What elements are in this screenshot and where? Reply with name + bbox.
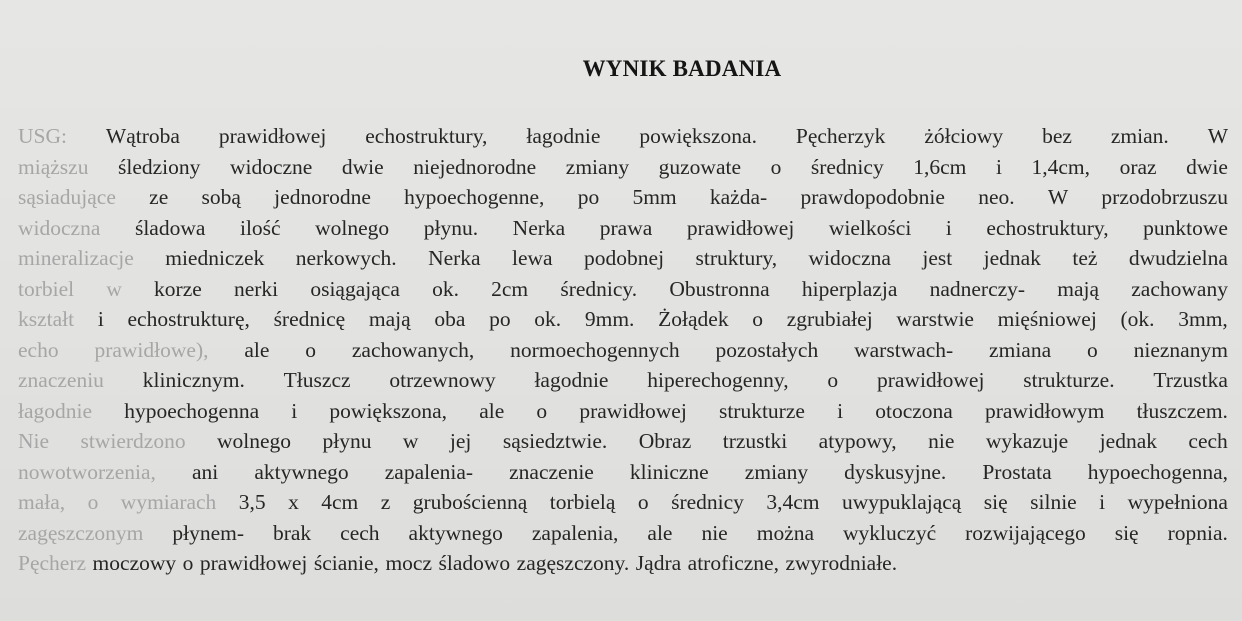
report-word: w: [402, 429, 419, 453]
report-word: zagęszczonym: [18, 520, 144, 545]
report-word: niejednorodne: [413, 154, 537, 179]
report-word: echostruktury,: [365, 124, 488, 148]
report-line: [18, 518, 1228, 549]
report-word: zgrubiałej: [786, 307, 873, 331]
report-word: dwudzielna: [1128, 246, 1228, 270]
report-word: widoczna: [808, 246, 891, 270]
report-word: x: [288, 490, 299, 514]
report-word: (ok.: [1120, 307, 1155, 331]
report-word: ale: [244, 337, 270, 362]
report-line: [18, 365, 1228, 396]
report-word: Pęcherz: [18, 551, 87, 575]
report-word: prawidłowe),: [94, 337, 209, 362]
report-word: uwypuklającą: [841, 490, 962, 514]
report-word: jednak: [1099, 429, 1157, 453]
report-word: o: [770, 154, 782, 179]
report-word: jednak: [983, 246, 1041, 270]
report-word: średnicę: [273, 307, 346, 331]
report-word: powiększona,: [329, 398, 448, 423]
report-word: Żołądek: [658, 307, 729, 331]
report-word: warstwach-: [854, 337, 954, 362]
report-word: ścianie,: [313, 551, 379, 575]
report-word: o: [637, 490, 649, 514]
report-word: Wątroba: [105, 124, 180, 148]
report-word: dwie: [341, 154, 384, 179]
report-word: nerki: [233, 276, 279, 301]
report-word: strukturze.: [1023, 368, 1115, 392]
report-word: 3mm,: [1178, 307, 1228, 331]
report-word: cech: [340, 520, 380, 545]
report-word: znaczenie: [509, 459, 594, 484]
report-word: 2cm: [491, 276, 529, 301]
report-word: ale: [647, 520, 673, 545]
report-word: Nerka: [428, 246, 481, 270]
report-word: echostrukturę,: [127, 307, 250, 331]
report-word: mięśniowej: [997, 307, 1097, 331]
report-word: miedniczek: [165, 246, 265, 270]
report-word: grubościenną: [412, 490, 528, 514]
report-word: się: [983, 490, 1008, 514]
report-word: torbiel: [18, 276, 75, 301]
report-word: zapalenia,: [531, 520, 619, 545]
report-word: łagodnie: [534, 368, 609, 392]
report-word: mała,: [18, 490, 66, 514]
report-word: prawidłowej: [876, 368, 985, 392]
report-word: można: [756, 520, 815, 545]
report-word: nie: [701, 520, 728, 545]
report-word: struktury,: [695, 246, 778, 270]
report-word: o: [87, 490, 99, 514]
report-word: prawidłowej: [686, 215, 795, 240]
report-word: nie: [928, 429, 955, 453]
report-word: po: [489, 307, 511, 331]
report-word: aktywnego: [254, 459, 349, 484]
report-word: wielkości: [828, 215, 912, 240]
report-line: [18, 182, 1228, 213]
report-word: 3,4cm: [766, 490, 820, 514]
report-word: dwie: [1186, 154, 1228, 179]
report-word: zmiany: [744, 459, 809, 484]
report-word: guzowate: [658, 154, 742, 179]
report-line: [18, 213, 1228, 244]
report-word: i: [97, 307, 104, 331]
report-word: brak: [272, 520, 312, 545]
report-word: prawdopodobnie: [800, 185, 945, 209]
report-word: podobnej: [584, 246, 665, 270]
report-word: łagodnie: [526, 124, 601, 148]
report-word: warstwie: [896, 307, 974, 331]
report-word: i: [1099, 490, 1106, 514]
report-word: prawidłowej: [199, 551, 308, 575]
report-word: zachowanych,: [351, 337, 475, 362]
report-word: korze: [154, 276, 202, 301]
report-word: 4cm: [321, 490, 359, 514]
report-word: ale: [479, 398, 505, 423]
report-word: zachowany: [1131, 276, 1228, 301]
report-word: mineralizacje: [18, 246, 134, 270]
report-word: aktywnego: [408, 520, 503, 545]
report-line: [18, 335, 1228, 366]
report-word: widoczne: [229, 154, 313, 179]
report-word: mocz: [385, 551, 432, 575]
report-word: jej: [449, 429, 472, 453]
report-word: oba: [434, 307, 466, 331]
report-word: płynem-: [172, 520, 244, 545]
report-word: atypowy,: [818, 429, 897, 453]
report-word: silnie: [1030, 490, 1077, 514]
report-word: bez: [1042, 124, 1072, 148]
report-word: Tłuszcz: [283, 368, 351, 392]
report-line: [18, 396, 1228, 427]
report-word: o: [1086, 337, 1098, 362]
report-word: sąsiedztwie.: [502, 429, 608, 453]
report-word: jednorodne: [274, 185, 371, 209]
report-word: 1,4cm,: [1031, 154, 1091, 179]
report-word: stwierdzono: [80, 429, 186, 453]
report-line: [18, 121, 1228, 152]
report-word: otoczona: [875, 398, 953, 423]
report-word: płynu: [322, 429, 372, 453]
report-word: z: [380, 490, 391, 514]
report-word: się: [1114, 520, 1139, 545]
report-word: trzustki: [722, 429, 788, 453]
report-word: Obraz: [638, 429, 692, 453]
report-word: i: [945, 215, 952, 240]
report-word: o: [305, 337, 317, 362]
report-word: hypoechogenna: [124, 398, 260, 423]
report-word: wolnego: [315, 215, 390, 240]
report-word: punktowe: [1143, 215, 1228, 240]
report-word: ok.: [534, 307, 562, 331]
report-word: zapalenia-: [384, 459, 474, 484]
report-word: tłuszczem.: [1136, 398, 1228, 423]
report-word: Jądra: [635, 551, 682, 575]
report-word: średnicy.: [560, 276, 638, 301]
report-word: cech: [1188, 429, 1228, 453]
report-word: prawa: [599, 215, 653, 240]
report-word: w: [106, 276, 122, 301]
report-line: [18, 426, 1228, 457]
report-word: otrzewnowy: [389, 368, 496, 392]
report-line: [18, 274, 1228, 305]
report-word: mają: [1057, 276, 1100, 301]
report-word: hypoechogenna,: [1087, 459, 1228, 484]
report-word: ropnia.: [1167, 520, 1228, 545]
report-word: prawidłowym: [984, 398, 1105, 423]
report-word: kliniczne: [629, 459, 709, 484]
report-word: ze: [149, 185, 169, 209]
report-word: zmiana: [989, 337, 1052, 362]
report-word: atroficzne,: [687, 551, 779, 575]
report-word: średnicy: [810, 154, 884, 179]
report-word: 3,5: [238, 490, 266, 514]
report-body: [18, 121, 1228, 579]
report-word: o: [752, 307, 764, 331]
report-word: sąsiadujące: [18, 185, 116, 209]
report-word: Pęcherzyk: [795, 124, 886, 148]
report-word: Prostata: [982, 459, 1052, 484]
report-word: mają: [368, 307, 411, 331]
report-word: ilość: [239, 215, 281, 240]
report-word: moczowy: [92, 551, 177, 575]
report-word: powiększona.: [639, 124, 757, 148]
report-word: i: [995, 154, 1002, 179]
report-word: osiągająca: [310, 276, 400, 301]
report-word: jest: [922, 246, 953, 270]
report-line: [18, 152, 1228, 183]
report-word: widoczna: [18, 215, 101, 240]
report-word: płynu.: [423, 215, 479, 240]
report-word: 9mm.: [584, 307, 635, 331]
report-word: i: [291, 398, 298, 423]
report-word: klinicznym.: [142, 368, 245, 392]
report-word: dyskusyjne.: [844, 459, 947, 484]
report-word: W: [1047, 185, 1069, 209]
report-word: przodobrzuszu: [1101, 185, 1228, 209]
report-word: Trzustka: [1153, 368, 1228, 392]
report-word: wykazuje: [985, 429, 1069, 453]
report-word: żółciowy: [924, 124, 1004, 148]
report-word: ok.: [432, 276, 459, 301]
report-word: też: [1072, 246, 1098, 270]
report-word: W: [1207, 124, 1228, 148]
report-word: hiperechogenny,: [647, 368, 789, 392]
report-word: o: [827, 368, 839, 392]
report-word: rozwijającego: [965, 520, 1086, 545]
report-word: znaczeniu: [18, 368, 104, 392]
report-word: ani: [191, 459, 219, 484]
report-word: łagodnie: [18, 398, 93, 423]
report-word: lewa: [512, 246, 553, 270]
report-word: 1,6cm: [913, 154, 967, 179]
report-line: [18, 243, 1228, 274]
report-word: o: [182, 551, 194, 575]
report-word: każda-: [709, 185, 768, 209]
report-word: pozostałych: [715, 337, 819, 362]
report-line: [18, 304, 1228, 335]
report-word: nowotworzenia,: [18, 459, 156, 484]
report-word: USG:: [18, 124, 67, 148]
report-word: sobą: [201, 185, 241, 209]
report-word: 5mm: [632, 185, 677, 209]
report-word: kształt: [18, 307, 75, 331]
report-word: wolnego: [217, 429, 292, 453]
report-word: wymiarach: [120, 490, 217, 514]
report-word: nadnerczy-: [929, 276, 1026, 301]
report-word: prawidłowej: [579, 398, 687, 423]
report-word: echo: [18, 337, 59, 362]
report-word: śledziony: [118, 154, 201, 179]
report-word: Nerka: [512, 215, 566, 240]
report-word: zagęszczony.: [516, 551, 630, 575]
report-word: normoechogennych: [510, 337, 680, 362]
report-word: miąższu: [18, 154, 89, 179]
report-word: zwyrodniałe.: [785, 551, 898, 575]
document-title: WYNIK BADANIA: [582, 56, 782, 81]
report-word: o: [536, 398, 548, 423]
report-line: [18, 548, 1228, 579]
report-line: [18, 457, 1228, 488]
report-word: prawidłowej: [218, 124, 327, 148]
report-line: [18, 487, 1228, 518]
report-word: i: [837, 398, 844, 423]
report-word: zmian.: [1110, 124, 1169, 148]
report-word: torbielą: [549, 490, 616, 514]
report-word: zmiany: [565, 154, 630, 179]
report-word: echostruktury,: [986, 215, 1109, 240]
report-word: strukturze: [718, 398, 805, 423]
report-word: Obustronna: [669, 276, 770, 301]
report-word: oraz: [1119, 154, 1157, 179]
report-word: wykluczyć: [843, 520, 937, 545]
report-word: nieznanym: [1133, 337, 1228, 362]
report-word: śladowo: [438, 551, 511, 575]
report-word: wypełniona: [1127, 490, 1228, 514]
report-word: średnicy: [671, 490, 744, 514]
report-word: neo.: [978, 185, 1015, 209]
report-word: hiperplazja: [801, 276, 898, 301]
report-word: nerkowych.: [295, 246, 397, 270]
report-word: po: [577, 185, 600, 209]
report-word: hypoechogenne,: [404, 185, 545, 209]
report-word: Nie: [18, 429, 50, 453]
report-word: śladowa: [134, 215, 206, 240]
